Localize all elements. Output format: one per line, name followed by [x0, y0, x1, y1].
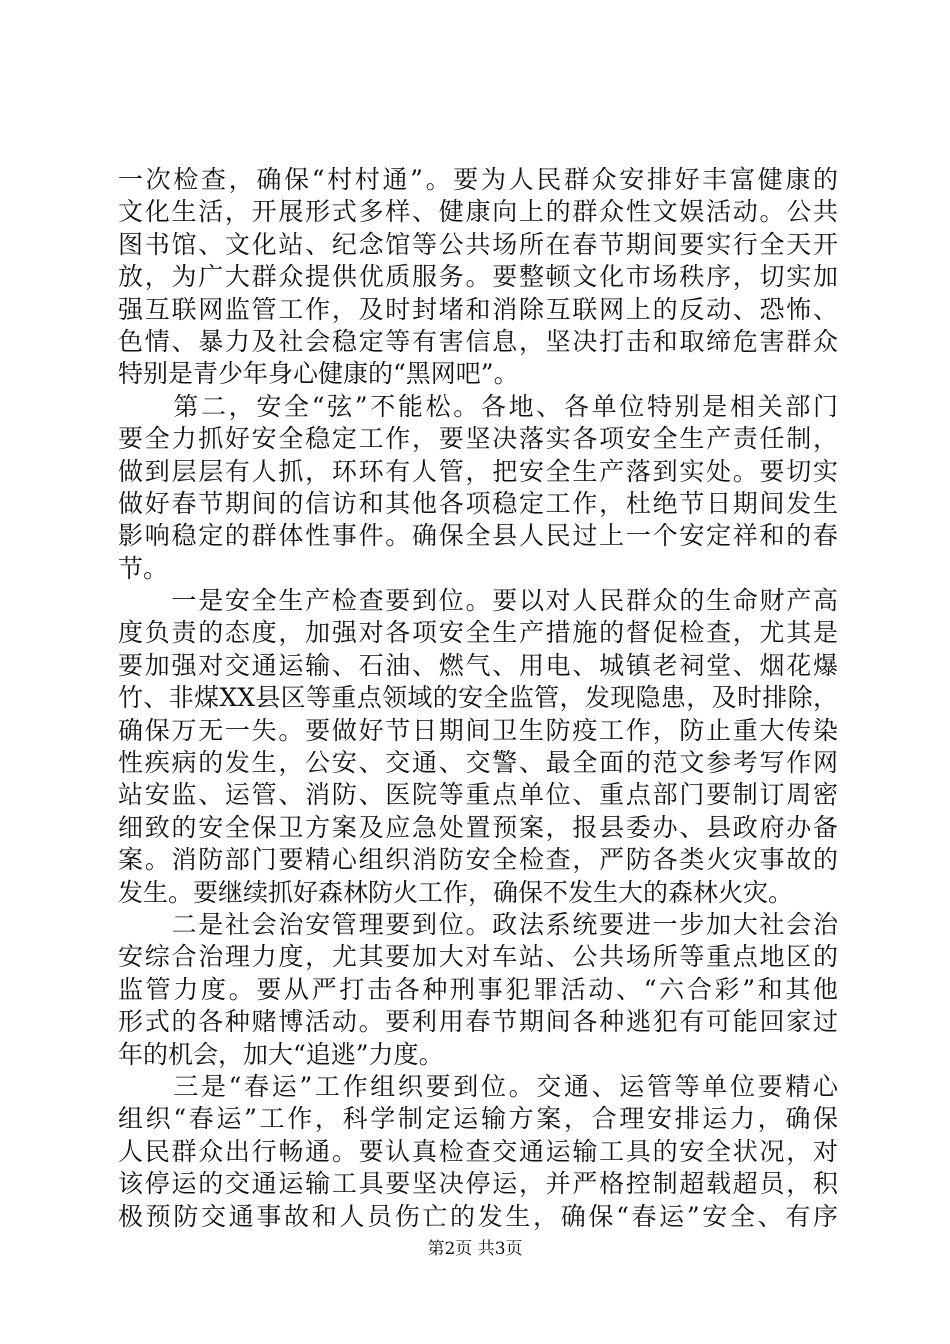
text-line: 放，为广大群众提供优质服务。要整顿文化市场秩序，切实加: [118, 262, 838, 292]
text-line: 案。消防部门要精心组织消防安全检查，严防各类火灾事故的: [118, 845, 838, 875]
text-line: 二是社会治安管理要到位。政法系统要进一步加大社会治: [118, 909, 838, 939]
text-line: 影响稳定的群体性事件。确保全县人民过上一个安定祥和的春: [118, 521, 838, 551]
text-line: 强互联网监管工作，及时封堵和消除互联网上的反动、恐怖、: [118, 294, 838, 324]
text-line: 第二，安全“弦”不能松。各地、各单位特别是相关部门: [118, 391, 838, 421]
text-line: 做好春节期间的信访和其他各项稳定工作，杜绝节日期间发生: [118, 488, 838, 518]
text-line: 监管力度。要从严打击各种刑事犯罪活动、“六合彩”和其他: [118, 974, 838, 1004]
text-line: 极预防交通事故和人员伤亡的发生，确保“春运”安全、有序: [118, 1201, 838, 1231]
text-line: 发生。要继续抓好森林防火工作，确保不发生大的森林火灾。: [118, 877, 794, 907]
body-text: [118, 164, 838, 1233]
text-line: 一是安全生产检查要到位。要以对人民群众的生命财产高: [118, 586, 838, 616]
text-line: 年的机会，加大“追逃”力度。: [118, 1039, 444, 1069]
text-line: 做到层层有人抓，环环有人管，把安全生产落到实处。要切实: [118, 456, 838, 486]
text-line: 竹、非煤XX县区等重点领域的安全监管，发现隐患，及时排除，: [118, 683, 838, 713]
text-line: 一次检查，确保“村村通”。要为人民群众安排好丰富健康的: [118, 165, 838, 194]
text-line: 组织“春运”工作，科学制定运输方案，合理安排运力，确保: [118, 1104, 838, 1134]
text-line: 细致的安全保卫方案及应急处置预案，报县委办、县政府办备: [118, 812, 838, 842]
text-line: 度负责的态度，加强对各项安全生产措施的督促检查，尤其是: [118, 618, 838, 648]
text-line: 图书馆、文化站、纪念馆等公共场所在春节期间要实行全天开: [118, 229, 838, 259]
text-line: 形式的各种赌博活动。要利用春节期间各种逃犯有可能回家过: [118, 1007, 838, 1037]
text-line: 安综合治理力度，尤其要加大对车站、公共场所等重点地区的: [118, 942, 838, 972]
text-line: 节。: [118, 553, 169, 583]
text-line: 特别是青少年身心健康的“黑网吧”。: [118, 359, 519, 389]
text-line: 人民群众出行畅通。要认真检查交通运输工具的安全状况，对: [118, 1136, 838, 1166]
text-line: 站安监、运管、消防、医院等重点单位、重点部门要制订周密: [118, 780, 838, 810]
text-line: 性疾病的发生，公安、交通、交警、最全面的范文参考写作网: [118, 748, 838, 778]
text-line: 三是“春运”工作组织要到位。交通、运管等单位要精心: [118, 1071, 838, 1101]
text-line: 色情、暴力及社会稳定等有害信息，坚决打击和取缔危害群众: [118, 326, 838, 356]
text-line: 要全力抓好安全稳定工作，要坚决落实各项安全生产责任制，: [118, 424, 838, 454]
text-line: 文化生活，开展形式多样、健康向上的群众性文娱活动。公共: [118, 197, 838, 227]
text-line: 要加强对交通运输、石油、燃气、用电、城镇老祠堂、烟花爆: [118, 650, 838, 680]
text-line: 该停运的交通运输工具要坚决停运，并严格控制超载超员，积: [118, 1169, 838, 1199]
text-line: 确保万无一失。要做好节日期间卫生防疫工作，防止重大传染: [118, 715, 838, 745]
page-footer: 第2页 共3页: [427, 1239, 523, 1259]
